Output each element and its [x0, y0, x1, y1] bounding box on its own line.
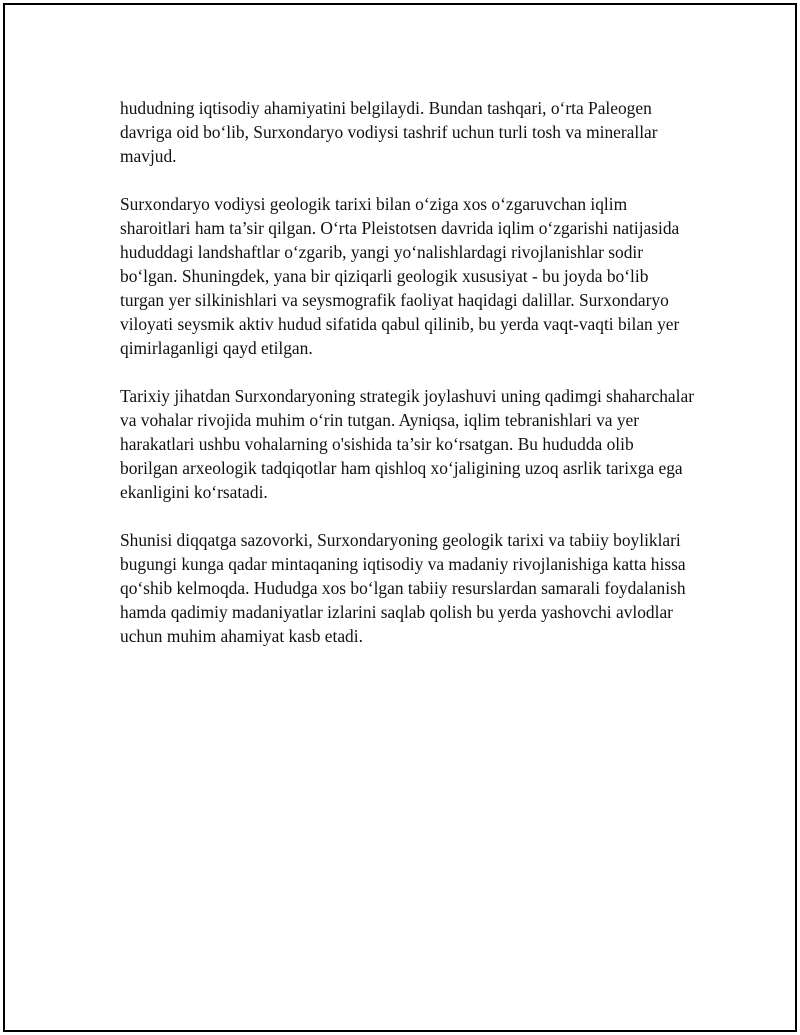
paragraph-3: Tarixiy jihatdan Surxondaryoning strategik joylashuvi uning qadimgi shaharchalar va vohalar rivojida muhim o‘rin tutgan. Ayniqsa, iqlim tebranishlari va yer harakatlari ushbu vohalarning o'sishida ta’sir ko‘rsatgan. Bu hududda olib borilgan arxeologik tadqiqotlar ham qishloq xo‘jaligining uzoq asrlik tarixga ega ekanligini ko‘rsatadi. [120, 386, 694, 502]
paragraph-4: Shunisi diqqatga sazovorki, Surxondaryoning geologik tarixi va tabiiy boyliklari bugungi kunga qadar mintaqaning iqtisodiy va madaniy rivojlanishiga katta hissa qo‘shib kelmoqda. Hududga xos bo‘lgan tabiiy resurslardan samarali foydalanish hamda qadimiy madaniyatlar izlarini saqlab qolish bu yerda yashovchi avlodlar uchun muhim ahamiyat kasb etadi. [120, 530, 686, 646]
document-body [120, 96, 695, 648]
paragraph-2: Surxondaryo vodiysi geologik tarixi bilan o‘ziga xos o‘zgaruvchan iqlim sharoitlari ham ta’sir qilgan. O‘rta Pleistotsen davrida iqlim o‘zgarishi natijasida hududdagi landshaftlar o‘zgarib, yangi yo‘nalishlardagi rivojlanishlar sodir bo‘lgan. Shuningdek, yana bir qiziqarli geologik xususiyat - bu joyda bo‘lib turgan yer silkinishlari va seysmografik faoliyat haqidagi dalillar. Surxondaryo viloyati seysmik aktiv hudud sifatida qabul qilinib, bu yerda vaqt-vaqti bilan yer qimirlaganligi qayd etilgan. [120, 194, 680, 358]
document-page [3, 3, 797, 1032]
paragraph-1: hududning iqtisodiy ahamiyatini belgilaydi. Bundan tashqari, o‘rta Paleogen davriga oid bo‘lib, Surxondaryo vodiysi tashrif uchun turli tosh va minerallar mavjud. [120, 98, 658, 166]
